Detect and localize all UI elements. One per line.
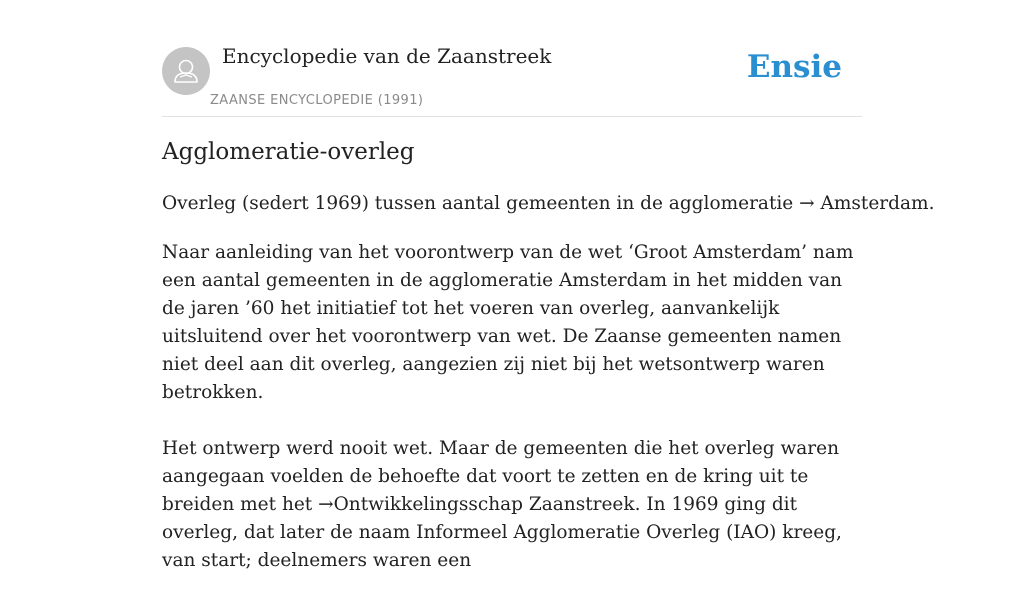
xref-link-ontwikkelingsschap[interactable]: Ontwikkelingsschap Zaanstreek (333, 494, 635, 515)
article-lead (162, 193, 935, 214)
paragraph-1: Naar aanleiding van het voorontwerp van de wet ‘Groot Amsterdam’ nam een aantal gemeenten in de agglomeratie Amsterdam in het midden van de jaren ’60 het initiatief tot het voeren van overleg, aanvankelijk uitsluitend over het voorontwerp van wet. De Zaanse gemeenten namen niet deel aan dit overleg, aangezien zij niet bij het wetsontwerp waren betrokken. (162, 242, 854, 403)
paragraph-2-text: Het ontwerp werd nooit wet. Maar de gemeenten die het overleg waren aangegaan voelden de behoefte dat voort te zetten en de kring uit te breiden met het (162, 438, 840, 515)
article-body (162, 239, 862, 603)
source-subtitle: ZAANSE ENCYCLOPEDIE (1991) (210, 93, 424, 108)
paragraph-2-text-end: . In 1969 ging dit overleg, dat later de naam Informeel Agglomeratie Overleg (IAO) kreeg, van start; deelnemers waren een (162, 494, 842, 571)
lead-text-end: . (928, 193, 935, 214)
user-avatar-icon (162, 47, 210, 95)
arrow-icon: → (318, 494, 334, 515)
source-title[interactable]: Encyclopedie van de Zaanstreek (222, 44, 552, 68)
user-avatar-graphic (162, 47, 210, 95)
lead-text: Overleg (sedert 1969) tussen aantal gemeenten in de agglomeratie (162, 193, 800, 214)
xref-link-amsterdam[interactable]: Amsterdam (814, 193, 929, 214)
paragraph-2 (162, 435, 862, 575)
brand-logo[interactable]: Ensie (746, 49, 842, 85)
arrow-icon: → (799, 193, 815, 214)
article-title: Agglomeratie-overleg (162, 139, 415, 165)
source-header (162, 0, 862, 117)
